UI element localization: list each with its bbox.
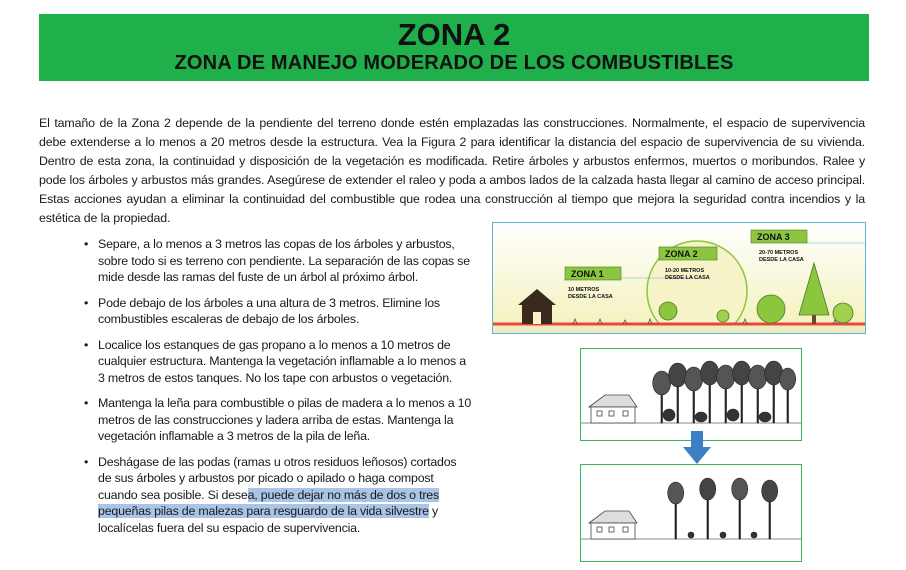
zone1-label: ZONA 1 [571, 269, 604, 279]
thinned-forest-illustration [581, 465, 802, 562]
list-item: • Pode debajo de los árboles a una altura de 3 metros. Elimine los combustibles escaleras de debajo de los árboles. [84, 295, 472, 328]
page-subtitle: ZONA DE MANEJO MODERADO DE LOS COMBUSTIBLES [174, 52, 734, 74]
zone2-label: ZONA 2 [665, 249, 698, 259]
list-item [84, 454, 472, 537]
house-icon [589, 395, 637, 423]
tree-icon [653, 361, 796, 423]
before-thinning-figure [580, 348, 802, 441]
zones-figure [492, 222, 866, 334]
intro-paragraph: El tamaño de la Zona 2 depende de la pendiente del terreno donde estén emplazadas las construcciones. Normalmente, el espacio de supervivencia debe extenderse a lo menos a 20 metros desde la estructura. Vea la Figura 2 para identificar la distancia del espacio de supervivencia de su vivienda. Dentro de esta zona, la continuidad y disposición de la vegetación es modificada. Retire árboles y arbustos enfermos, muertos o moribundos. Ralee y pode los árboles y arbustos más grandes. Asegúrese de extender el raleo y poda a ambos lados de la calzada hasta llegar al camino de acceso principal. Estas acciones ayudan a eliminar la continuidad del combustible que rodea una construcción al tiempo que mejora la seguridad contra incendios y la estética de la propiedad. [39, 116, 865, 225]
bush-icon [717, 310, 729, 322]
zone1-distance: DESDE LA CASA [568, 294, 613, 300]
list-item: • Separe, a lo menos a 3 metros las copas de los árboles y arbustos, sobre todo si es terreno con pendiente. La separación de las copas se mide desde las ramas del fuste de un árbol al próximo árbol. [84, 236, 472, 286]
page-title: ZONA 2 [397, 17, 511, 52]
after-thinning-figure [580, 464, 802, 562]
zone3-distance: DESDE LA CASA [759, 257, 804, 263]
highlighted-text: a, puede dejar no más de dos o tres pequeñas pilas de malezas para resguardo de la vida silvestre [98, 487, 439, 518]
house-icon [589, 511, 637, 539]
arrow-down-icon [683, 431, 711, 465]
list-item: • Mantenga la leña para combustible o pilas de madera a lo menos a 10 metros de las construcciones y ladera arriba de estas. Mantenga la vegetación inflamable a 3 metros de la pila de leña. [84, 395, 472, 445]
bullet-text: y localícelas fuera del su espacio de supervivencia. [98, 504, 439, 535]
zone3-label: ZONA 3 [757, 232, 790, 242]
dense-forest-illustration [581, 349, 802, 441]
tree-icon [668, 478, 778, 539]
bush-icon [659, 302, 677, 320]
bush-icon [833, 303, 853, 323]
zone2-distance: 10-20 METROS [665, 268, 705, 274]
zone1-distance: 10 METROS [568, 287, 600, 293]
list-item: • Localice los estanques de gas propano a lo menos a 10 metros de cualquier estructura. Mantenga la vegetación inflamable a lo menos a 3 metros de estos tanques. No los tape con arbustos o vegetación. [84, 337, 472, 387]
bush-icon [757, 295, 785, 323]
recommendations-list [84, 236, 472, 545]
zone2-distance: DESDE LA CASA [665, 275, 710, 281]
zones-illustration [493, 223, 866, 334]
title-banner [39, 14, 869, 81]
bullet-text: Deshágase de las podas (ramas u otros residuos leñosos) cortados de sus árboles y arbustos por picado o apilado o haga compost cuando sea posible. Si dese [98, 454, 457, 502]
zone3-distance: 20-70 METROS [759, 250, 799, 256]
